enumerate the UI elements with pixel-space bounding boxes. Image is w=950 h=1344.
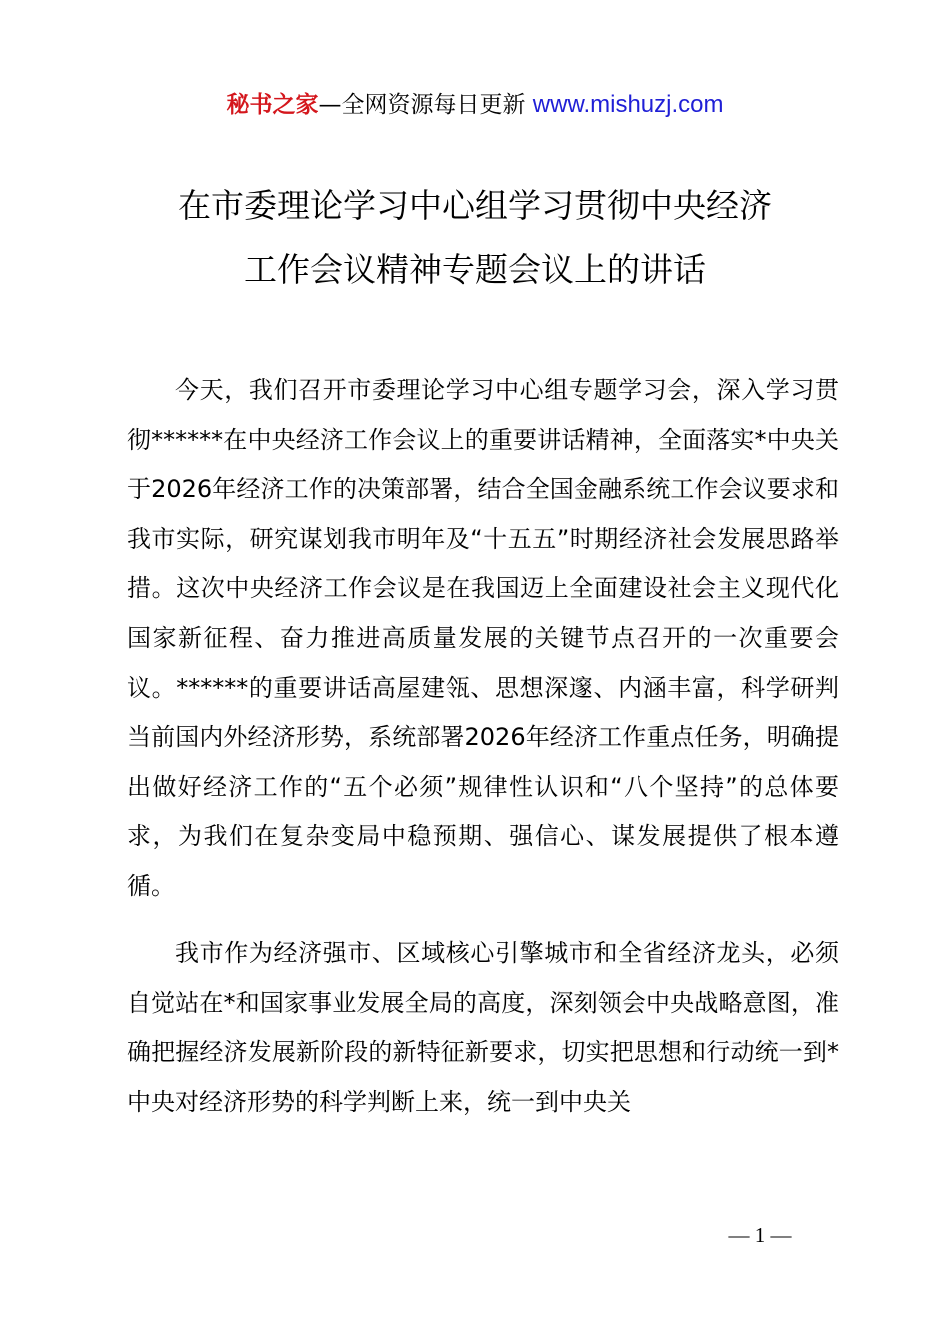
site-url-link[interactable]: www.mishuzj.com xyxy=(532,91,724,118)
banner-slogan: —全网资源每日更新 xyxy=(318,92,533,118)
site-banner xyxy=(0,88,950,122)
body-paragraph-2: 我市作为经济强市、区域核心引擎城市和全省经济龙头，必须自觉站在*和国家事业发展全局的高度，深刻领会中央战略意图，准确把握经济发展新阶段的新特征新要求，切实把思想和行动统一到*中央对经济形势的科学判断上来，统一到中央关 xyxy=(127,939,839,1116)
document-title-line-1: 在市委理论学习中心组学习贯彻中央经济 xyxy=(178,186,772,225)
page-number: — 1 — xyxy=(728,1223,792,1247)
body-paragraph-1: 今天，我们召开市委理论学习中心组专题学习会，深入学习贯彻******在中央经济工作会议上的重要讲话精神，全面落实*中央关于2026年经济工作的决策部署，结合全国金融系统工作会议要求和我市实际，研究谋划我市明年及“十五五”时期经济社会发展思路举措。这次中央经济工作会议是在我国迈上全面建设社会主义现代化国家新征程、奋力推进高质量发展的关键节点召开的一次重要会议。******的重要讲话高屋建瓴、思想深邃、内涵丰富，科学研判当前国内外经济形势，系统部署2026年经济工作重点任务，明确提出做好经济工作的“五个必须”规律性认识和“八个坚持”的总体要求，为我们在复杂变局中稳预期、强信心、谋发展提供了根本遵循。 xyxy=(127,376,839,900)
brand-name: 秘书之家 xyxy=(226,92,319,118)
document-title-line-2: 工作会议精神专题会议上的讲话 xyxy=(244,250,706,289)
